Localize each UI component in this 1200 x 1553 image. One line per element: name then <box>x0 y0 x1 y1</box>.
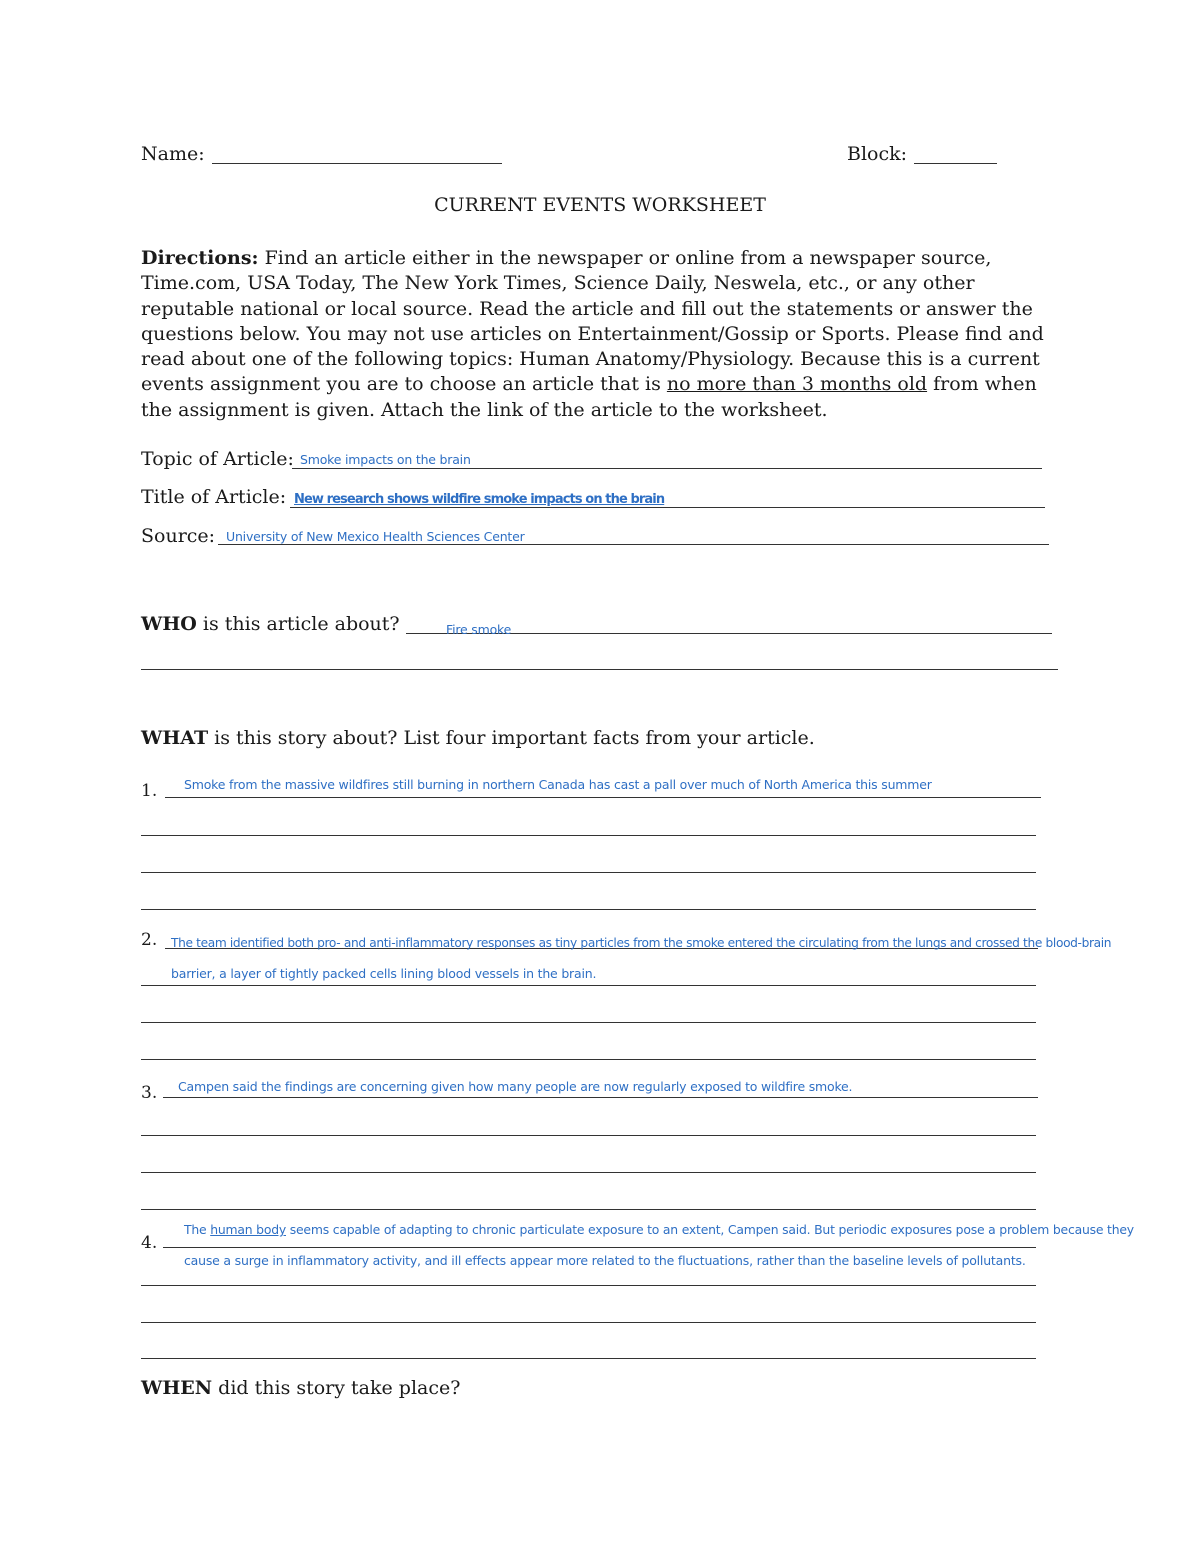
human-body-link[interactable]: human body <box>210 1222 286 1237</box>
directions-text-1: Find an article either in the newspaper or online from a newspaper source, Time.com, USA Today, The New York Times, Science Daily, Neswela, etc., or any other reputable national or local source. Read the article and fill out the statements or answer the questions below. You may not use articles on Entertainment/Gossip or Sports. Please find and read about one of the following topics: Human Anatomy/Physiology. Because this is a current events assignment you are to choose an article that is <box>141 247 1044 396</box>
who-bold: WHO <box>141 613 197 635</box>
fact-2-answer-line-2[interactable]: barrier, a layer of tightly packed cells lining blood vessels in the brain. <box>171 966 597 981</box>
fact-1-line-3[interactable] <box>141 872 1036 873</box>
fact-4-answer-line-2[interactable]: cause a surge in inflammatory activity, and ill effects appear more related to the fluctuations, rather than the baseline levels of pollutants. <box>184 1253 1026 1268</box>
fact-2-line-3[interactable] <box>141 1022 1036 1023</box>
fact-1-line[interactable] <box>165 797 1041 798</box>
fact-3-number: 3. <box>141 1083 158 1103</box>
fact-2-line-4[interactable] <box>141 1059 1036 1060</box>
article-title-field-line[interactable] <box>290 507 1045 508</box>
fact-4-answer-line-1[interactable] <box>184 1222 1134 1237</box>
fact-1-answer[interactable]: Smoke from the massive wildfires still burning in northern Canada has cast a pall over much of North America this summer <box>184 777 932 792</box>
article-title-answer[interactable]: New research shows wildfire smoke impacts on the brain <box>294 492 665 507</box>
fact-4-text-post: seems capable of adapting to chronic particulate exposure to an extent, Campen said. But periodic exposures pose a problem because they <box>286 1222 1134 1237</box>
when-bold: WHEN <box>141 1377 213 1399</box>
who-extra-line[interactable] <box>141 669 1058 670</box>
fact-4-line-2[interactable] <box>141 1285 1036 1286</box>
article-title-label: Title of Article: <box>141 486 287 508</box>
fact-2-answer-line-1[interactable]: The team identified both pro- and anti-inflammatory responses as tiny particles from the smoke entered the circulating from the lungs and crossed the blood-brain <box>171 936 1112 950</box>
directions-emphasis: no more than 3 months old <box>666 373 928 396</box>
source-label: Source: <box>141 525 216 547</box>
name-label: Name: <box>141 143 205 165</box>
fact-4-text-pre: The <box>184 1222 211 1237</box>
what-bold: WHAT <box>141 727 209 749</box>
fact-4-number: 4. <box>141 1233 158 1253</box>
fact-3-line-3[interactable] <box>141 1172 1036 1173</box>
fact-1-number: 1. <box>141 781 158 801</box>
topic-label: Topic of Article: <box>141 448 294 470</box>
what-question-text: is this story about? List four important facts from your article. <box>208 727 815 749</box>
when-question-text: did this story take place? <box>212 1377 461 1399</box>
source-answer[interactable]: University of New Mexico Health Sciences Center <box>226 529 525 544</box>
worksheet-title: CURRENT EVENTS WORKSHEET <box>434 194 766 216</box>
topic-answer[interactable]: Smoke impacts on the brain <box>300 452 471 467</box>
fact-3-line-4[interactable] <box>141 1209 1036 1210</box>
directions-text-2: from when the assignment is given. Attach the link of the article to the worksheet. <box>141 373 1037 421</box>
fact-1-line-4[interactable] <box>141 909 1036 910</box>
fact-3-line-2[interactable] <box>141 1135 1036 1136</box>
fact-4-line-3[interactable] <box>141 1322 1036 1323</box>
when-question <box>141 1377 460 1399</box>
what-question <box>141 727 815 749</box>
block-field-line[interactable] <box>914 163 997 164</box>
fact-3-line[interactable] <box>163 1097 1038 1098</box>
fact-4-line[interactable] <box>163 1247 1036 1248</box>
fact-3-answer[interactable]: Campen said the findings are concerning given how many people are now regularly exposed to wildfire smoke. <box>178 1079 853 1094</box>
name-field-line[interactable] <box>212 163 502 164</box>
source-field-line[interactable] <box>218 544 1049 545</box>
fact-2-line-2[interactable] <box>141 985 1036 986</box>
fact-1-line-2[interactable] <box>141 835 1036 836</box>
fact-2-number: 2. <box>141 930 158 950</box>
who-question <box>141 613 400 635</box>
directions-paragraph <box>141 246 1061 423</box>
directions-label: Directions: <box>141 247 259 269</box>
topic-field-line[interactable] <box>292 468 1042 469</box>
fact-4-line-4[interactable] <box>141 1358 1036 1359</box>
who-answer[interactable]: Fire smoke <box>446 622 512 637</box>
block-label: Block: <box>847 143 908 165</box>
who-question-text: is this article about? <box>196 613 400 635</box>
